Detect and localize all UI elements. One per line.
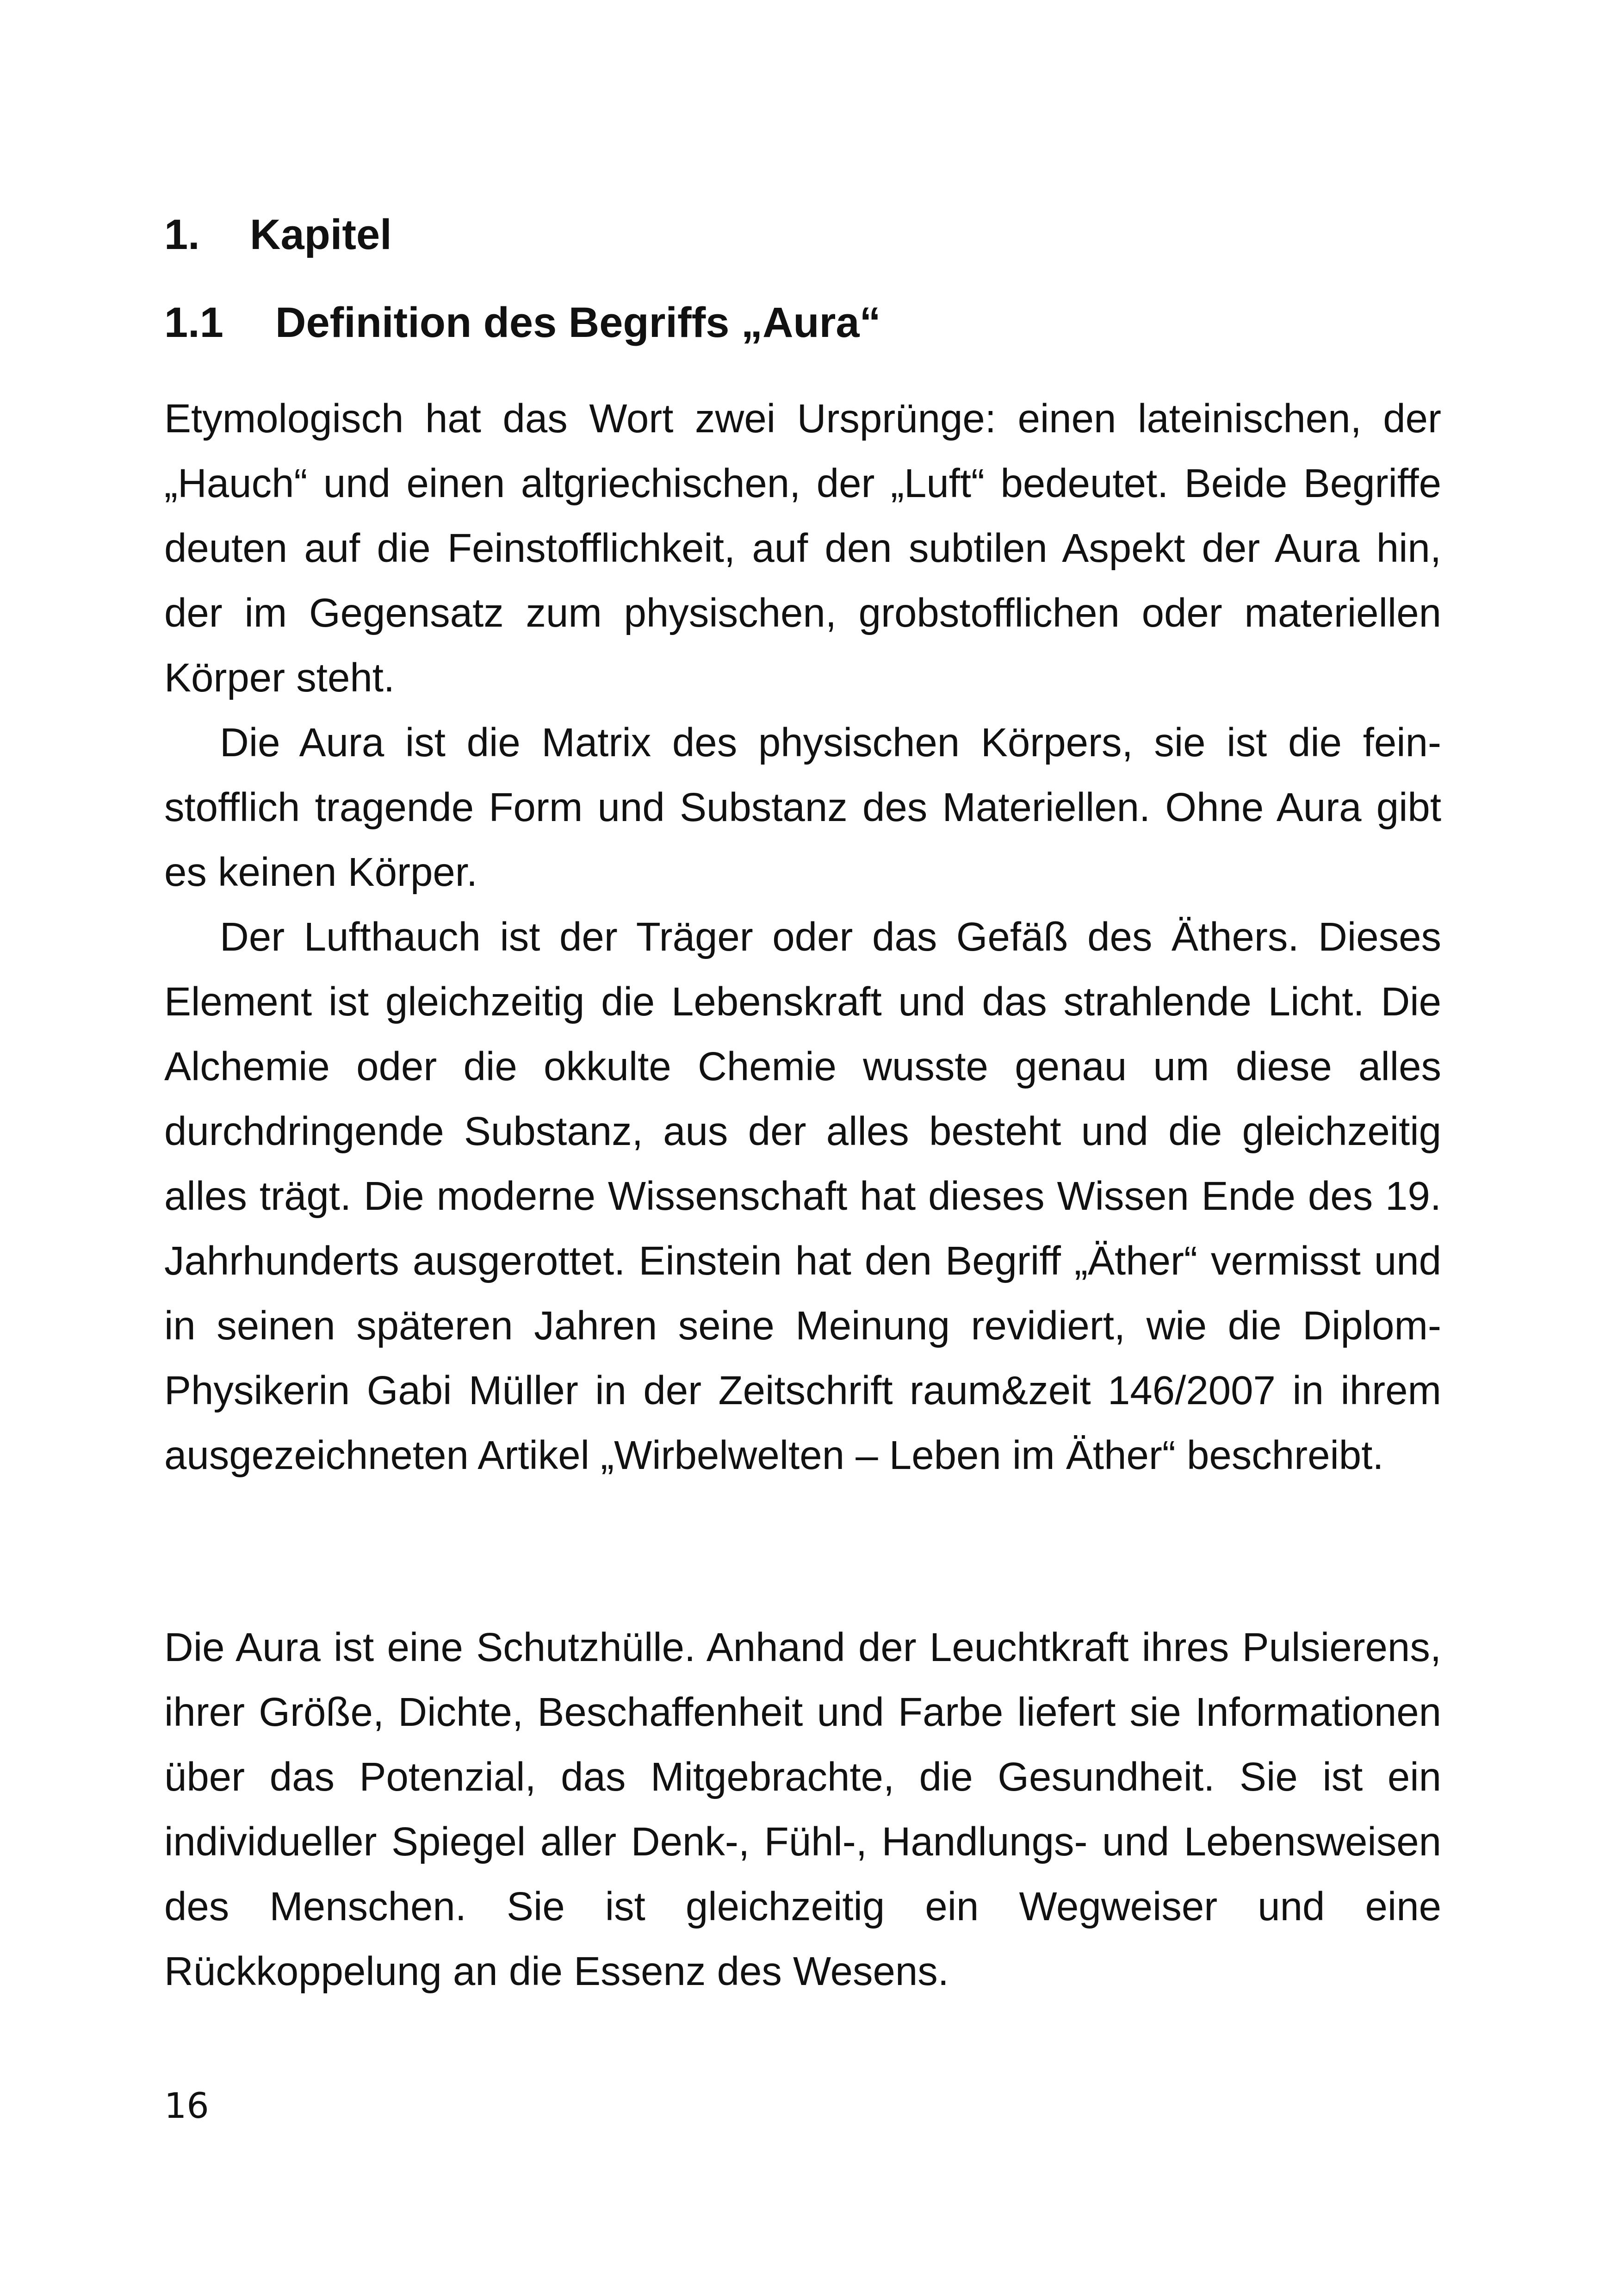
paragraph-protective-shell: Die Aura ist eine Schutzhülle. Anhand der Leuchtkraft ihres Pulsierens, ihrer Größe, Dichte, Beschaffenheit und Farbe liefert sie Informationen über das Potenzial, das Mitgebrachte, die Gesundheit. Sie ist ein individueller Spiegel aller Denk-, Fühl-, Handlungs- und Lebensweisen des Menschen. Sie ist gleichzeitig ein Wegweiser und eine Rückkoppelung an die Essenz des Wesens. xyxy=(164,1625,1441,1994)
paragraph-matrix: Die Aura ist die Matrix des physischen Körpers, sie ist die feinstofflich tragende Form und Substanz des Materiellen. Ohne Aura gibt es keinen Körper. xyxy=(164,720,1441,895)
section-title: Definition des Begriffs „Aura“ xyxy=(275,299,881,346)
section-number: 1.1 xyxy=(164,299,223,346)
paragraph-etymology: Etymologisch hat das Wort zwei Ursprünge: einen lateinischen, der „Hauch“ und einen altgriechischen, der „Luft“ bedeutet. Beide Begriffe deuten auf die Feinstofflichkeit, auf den subtilen Aspekt der Aura hin, der im Gegensatz zum physischen, grobstofflichen oder materiellen Körper steht. xyxy=(164,396,1441,700)
section-heading xyxy=(164,299,881,347)
paragraph-ether: Der Lufthauch ist der Träger oder das Gefäß des Äthers. Dieses Element ist gleichzeitig die Lebenskraft und das strahlende Licht. Die Alchemie oder die okkulte Chemie wusste genau um diese alles durchdringende Substanz, aus der alles besteht und die gleichzeitig alles trägt. Die moderne Wissenschaft hat dieses Wissen Ende des 19. Jahrhunderts ausgerottet. Einstein hat den Begriff „Äther“ vermisst und in seinen späteren Jahren seine Meinung revidiert, wie die Diplom-Physikerin Gabi Müller in der Zeitschrift raum&zeit 146/2007 in ihrem ausgezeichneten Artikel „Wirbelwelten – Leben im Äther“ beschreibt. xyxy=(164,915,1441,1478)
chapter-number: 1. xyxy=(164,211,200,258)
page-number: 16 xyxy=(164,2085,209,2126)
chapter-heading xyxy=(164,211,392,259)
chapter-title: Kapitel xyxy=(250,211,392,258)
